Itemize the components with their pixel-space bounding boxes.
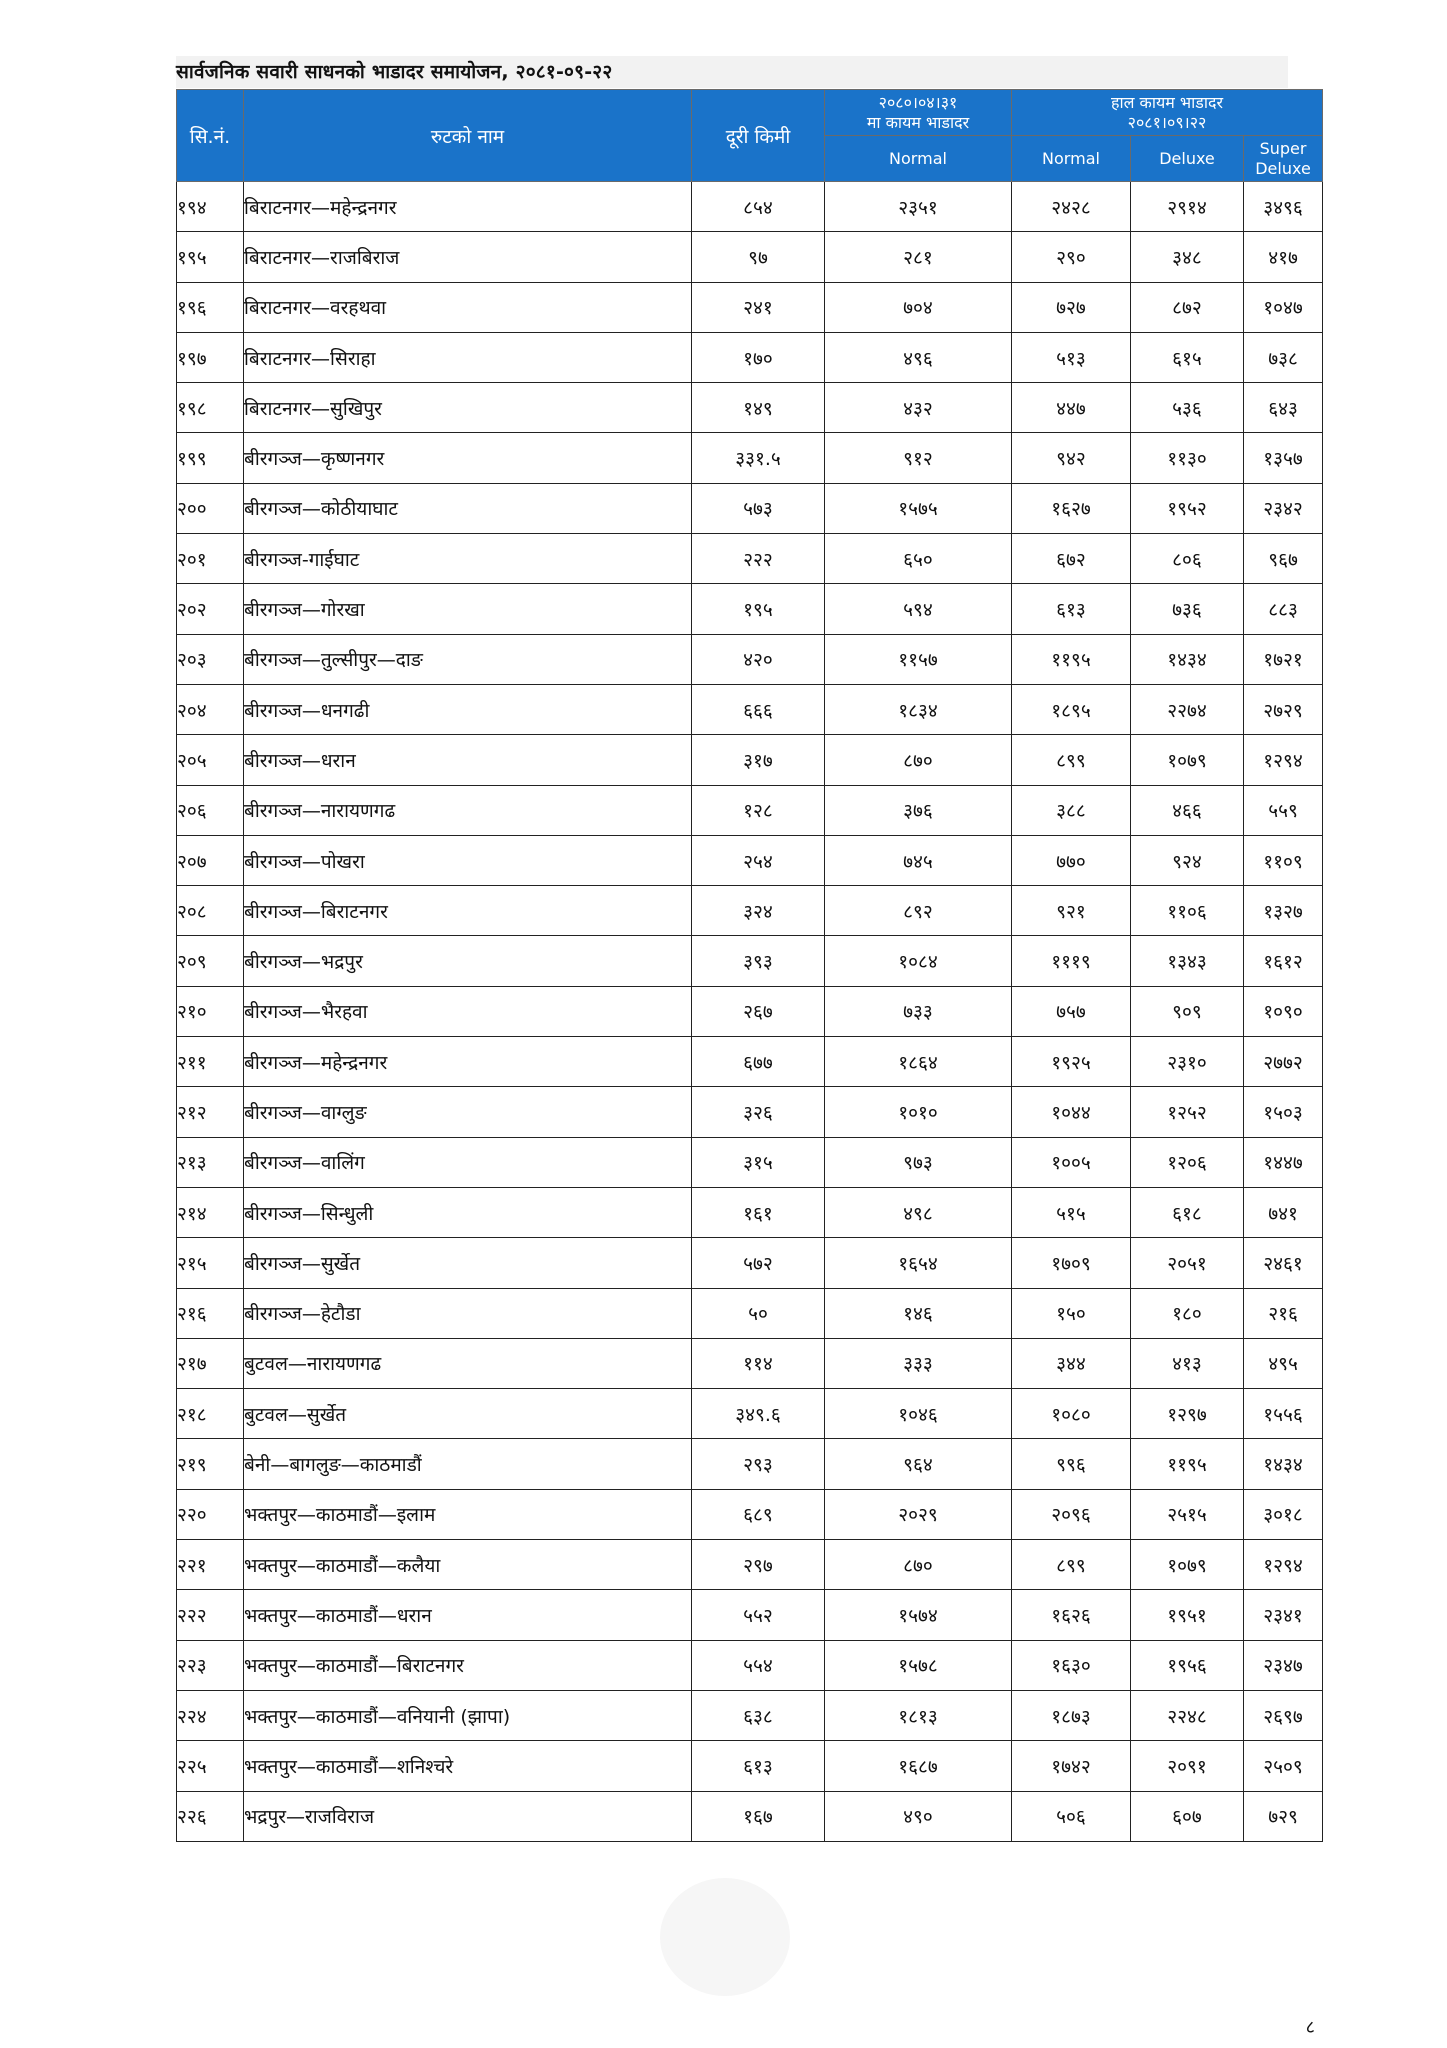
header-new-normal: Normal [1012,136,1131,182]
cell-deluxe: ९०९ [1131,986,1244,1036]
cell-sn: २२६ [177,1791,244,1841]
cell-super-deluxe: ६४३ [1244,383,1323,433]
cell-new-normal: १६३० [1012,1640,1131,1690]
cell-sn: १९७ [177,332,244,382]
cell-sn: २११ [177,1037,244,1087]
cell-distance: ८५४ [692,182,825,232]
cell-route: बीरगञ्ज—बिराटनगर [244,886,692,936]
cell-deluxe: ८७२ [1131,282,1244,332]
cell-old-normal: १६५४ [825,1238,1012,1288]
cell-super-deluxe: २३४२ [1244,483,1323,533]
table-row [177,1087,1323,1137]
cell-route: भक्तपुर—काठमाडौं—बिराटनगर [244,1640,692,1690]
cell-sn: २०१ [177,534,244,584]
table-row [177,584,1323,634]
cell-new-normal: ६७२ [1012,534,1131,584]
cell-old-normal: ६५० [825,534,1012,584]
cell-super-deluxe: २५०९ [1244,1741,1323,1791]
official-seal [660,1878,790,1996]
cell-sn: २०८ [177,886,244,936]
cell-super-deluxe: ११०९ [1244,835,1323,885]
table-row [177,383,1323,433]
cell-super-deluxe: १२९४ [1244,1540,1323,1590]
cell-new-normal: १०४४ [1012,1087,1131,1137]
fare-table [176,89,1323,1842]
cell-route: बिराटनगर—सुखिपुर [244,383,692,433]
cell-new-normal: १७४२ [1012,1741,1131,1791]
header-sn: सि.नं. [177,90,244,182]
cell-distance: १७० [692,332,825,382]
cell-route: बिराटनगर—राजबिराज [244,232,692,282]
cell-new-normal: ९४२ [1012,433,1131,483]
table-row [177,1338,1323,1388]
cell-deluxe: १२०६ [1131,1137,1244,1187]
table-row [177,1037,1323,1087]
cell-deluxe: ६१५ [1131,332,1244,382]
cell-deluxe: १२९७ [1131,1389,1244,1439]
cell-deluxe: ५३६ [1131,383,1244,433]
cell-super-deluxe: ७२९ [1244,1791,1323,1841]
cell-route: बीरगञ्ज-गाईघाट [244,534,692,584]
cell-new-normal: १७०९ [1012,1238,1131,1288]
header-super-deluxe [1244,136,1323,182]
cell-distance: ५७२ [692,1238,825,1288]
cell-new-normal: ५०६ [1012,1791,1131,1841]
cell-super-deluxe: ३४९६ [1244,182,1323,232]
cell-new-normal: ४४७ [1012,383,1131,433]
cell-old-normal: ८७० [825,1540,1012,1590]
cell-super-deluxe: १०४७ [1244,282,1323,332]
cell-super-deluxe: ५५९ [1244,785,1323,835]
cell-sn: २१४ [177,1187,244,1237]
cell-route: बीरगञ्ज—धरान [244,735,692,785]
page-number: ८ [1305,2017,1315,2038]
cell-distance: २९७ [692,1540,825,1590]
cell-sn: २०५ [177,735,244,785]
cell-super-deluxe: २७२९ [1244,684,1323,734]
table-row [177,1238,1323,1288]
cell-new-normal: ९२१ [1012,886,1131,936]
header-super-deluxe-line2: Deluxe [1255,158,1311,178]
cell-route: बिराटनगर—वरहथवा [244,282,692,332]
table-row [177,1540,1323,1590]
cell-old-normal: ४३२ [825,383,1012,433]
cell-distance: ३१७ [692,735,825,785]
cell-new-normal: ११९५ [1012,634,1131,684]
header-old-fare-line1: २०८०।०४।३१ [878,92,958,112]
cell-route: बीरगञ्ज—हेटौडा [244,1288,692,1338]
cell-sn: २१० [177,986,244,1036]
table-row [177,986,1323,1036]
table-row [177,785,1323,835]
cell-old-normal: ७३३ [825,986,1012,1036]
cell-route: बीरगञ्ज—तुल्सीपुर—दाङ [244,634,692,684]
cell-super-deluxe: १०९० [1244,986,1323,1036]
cell-old-normal: ७०४ [825,282,1012,332]
cell-sn: २२३ [177,1640,244,1690]
cell-route: बीरगञ्ज—वालिंग [244,1137,692,1187]
table-row [177,1439,1323,1489]
table-row [177,1640,1323,1690]
cell-old-normal: १५७४ [825,1590,1012,1640]
cell-distance: ५७३ [692,483,825,533]
cell-sn: २०२ [177,584,244,634]
cell-deluxe: १८० [1131,1288,1244,1338]
cell-new-normal: १८९५ [1012,684,1131,734]
cell-new-normal: १६२६ [1012,1590,1131,1640]
cell-route: बिराटनगर—महेन्द्रनगर [244,182,692,232]
cell-deluxe: १२५२ [1131,1087,1244,1137]
cell-deluxe: १४३४ [1131,634,1244,684]
cell-old-normal: १८६४ [825,1037,1012,1087]
cell-deluxe: ८०६ [1131,534,1244,584]
cell-distance: ६६६ [692,684,825,734]
cell-sn: २१७ [177,1338,244,1388]
table-row [177,735,1323,785]
cell-distance: ३१५ [692,1137,825,1187]
cell-old-normal: १८३४ [825,684,1012,734]
cell-super-deluxe: १३५७ [1244,433,1323,483]
cell-deluxe: २०५१ [1131,1238,1244,1288]
cell-new-normal: १८७३ [1012,1690,1131,1740]
cell-distance: ४२० [692,634,825,684]
cell-new-normal: ८९९ [1012,735,1131,785]
cell-distance: १२८ [692,785,825,835]
cell-old-normal: १८१३ [825,1690,1012,1740]
cell-new-normal: २४२८ [1012,182,1131,232]
cell-super-deluxe: १३२७ [1244,886,1323,936]
cell-old-normal: ४९६ [825,332,1012,382]
cell-deluxe: २९१४ [1131,182,1244,232]
cell-distance: ५५२ [692,1590,825,1640]
cell-sn: १९५ [177,232,244,282]
cell-new-normal: ५१३ [1012,332,1131,382]
cell-deluxe: ११३० [1131,433,1244,483]
table-row [177,1137,1323,1187]
table-row [177,886,1323,936]
header-new-fare-line1: हाल कायम भाडादर [1110,92,1224,112]
cell-route: बीरगञ्ज—सिन्धुली [244,1187,692,1237]
cell-route: बीरगञ्ज—भैरहवा [244,986,692,1036]
cell-distance: २४१ [692,282,825,332]
cell-distance: ६८९ [692,1489,825,1539]
cell-old-normal: ९१२ [825,433,1012,483]
table-row [177,332,1323,382]
cell-deluxe: १९५१ [1131,1590,1244,1640]
cell-super-deluxe: २३४१ [1244,1590,1323,1640]
table-row [177,684,1323,734]
cell-route: भद्रपुर—राजविराज [244,1791,692,1841]
cell-deluxe: ४१३ [1131,1338,1244,1388]
cell-distance: ९७ [692,232,825,282]
cell-new-normal: १०८० [1012,1389,1131,1439]
cell-super-deluxe: ८८३ [1244,584,1323,634]
cell-route: बीरगञ्ज—गोरखा [244,584,692,634]
cell-sn: १९८ [177,383,244,433]
table-row [177,534,1323,584]
header-new-fare [1012,90,1323,136]
cell-distance: २६७ [692,986,825,1036]
cell-super-deluxe: २७७२ [1244,1037,1323,1087]
cell-new-normal: १५० [1012,1288,1131,1338]
cell-sn: २१९ [177,1439,244,1489]
cell-super-deluxe: ७४१ [1244,1187,1323,1237]
cell-new-normal: ३४४ [1012,1338,1131,1388]
cell-distance: ६३८ [692,1690,825,1740]
cell-super-deluxe: ४९५ [1244,1338,1323,1388]
cell-super-deluxe: २४६१ [1244,1238,1323,1288]
cell-super-deluxe: १५०३ [1244,1087,1323,1137]
header-old-fare-line2: मा कायम भाडादर [866,112,970,132]
cell-route: बीरगञ्ज—नारायणगढ [244,785,692,835]
cell-new-normal: ७२७ [1012,282,1131,332]
table-row [177,182,1323,232]
cell-sn: २१३ [177,1137,244,1187]
cell-route: भक्तपुर—काठमाडौं—इलाम [244,1489,692,1539]
cell-deluxe: ३४८ [1131,232,1244,282]
cell-sn: २२४ [177,1690,244,1740]
cell-distance: २२२ [692,534,825,584]
cell-old-normal: १६८७ [825,1741,1012,1791]
cell-distance: ५० [692,1288,825,1338]
cell-super-deluxe: २१६ [1244,1288,1323,1338]
cell-distance: ५५४ [692,1640,825,1690]
cell-super-deluxe: ७३८ [1244,332,1323,382]
cell-new-normal: ६१३ [1012,584,1131,634]
cell-old-normal: ४९८ [825,1187,1012,1237]
cell-distance: २९३ [692,1439,825,1489]
cell-route: बीरगञ्ज—धनगढी [244,684,692,734]
cell-sn: २२० [177,1489,244,1539]
cell-old-normal: १५७५ [825,483,1012,533]
cell-deluxe: १९५६ [1131,1640,1244,1690]
cell-old-normal: ११५७ [825,634,1012,684]
cell-deluxe: ११९५ [1131,1439,1244,1489]
cell-deluxe: २२४८ [1131,1690,1244,1740]
cell-sn: २१२ [177,1087,244,1137]
cell-deluxe: ९२४ [1131,835,1244,885]
cell-route: बीरगञ्ज—पोखरा [244,835,692,885]
cell-distance: ६१३ [692,1741,825,1791]
cell-new-normal: २९० [1012,232,1131,282]
cell-new-normal: ७७० [1012,835,1131,885]
cell-old-normal: ३३३ [825,1338,1012,1388]
cell-distance: २५४ [692,835,825,885]
cell-route: बेनी—बागलुङ—काठमाडौं [244,1439,692,1489]
cell-sn: २०० [177,483,244,533]
cell-sn: २०९ [177,936,244,986]
cell-super-deluxe: १४४७ [1244,1137,1323,1187]
cell-sn: २१६ [177,1288,244,1338]
cell-route: बुटवल—नारायणगढ [244,1338,692,1388]
cell-route: भक्तपुर—काठमाडौं—वनियानी (झापा) [244,1690,692,1740]
cell-deluxe: ६१८ [1131,1187,1244,1237]
cell-sn: २२५ [177,1741,244,1791]
table-row [177,1690,1323,1740]
cell-route: बीरगञ्ज—वाग्लुङ [244,1087,692,1137]
cell-deluxe: १३४३ [1131,936,1244,986]
cell-distance: १६७ [692,1791,825,1841]
header-new-fare-line2: २०८१।०९।२२ [1127,112,1207,132]
table-row [177,1791,1323,1841]
cell-old-normal: १४६ [825,1288,1012,1338]
cell-super-deluxe: १५५६ [1244,1389,1323,1439]
cell-old-normal: ९६४ [825,1439,1012,1489]
cell-deluxe: ११०६ [1131,886,1244,936]
cell-route: बुटवल—सुर्खेत [244,1389,692,1439]
cell-deluxe: ४६६ [1131,785,1244,835]
cell-super-deluxe: १४३४ [1244,1439,1323,1489]
header-deluxe: Deluxe [1131,136,1244,182]
cell-new-normal: १९२५ [1012,1037,1131,1087]
cell-old-normal: ८९२ [825,886,1012,936]
cell-deluxe: २५१५ [1131,1489,1244,1539]
cell-new-normal: ७५७ [1012,986,1131,1036]
cell-route: भक्तपुर—काठमाडौं—शनिश्चरे [244,1741,692,1791]
cell-distance: ३२६ [692,1087,825,1137]
cell-distance: ३२४ [692,886,825,936]
cell-route: भक्तपुर—काठमाडौं—धरान [244,1590,692,1640]
cell-deluxe: २०९१ [1131,1741,1244,1791]
cell-deluxe: २३१० [1131,1037,1244,1087]
cell-deluxe: ७३६ [1131,584,1244,634]
cell-deluxe: १०७९ [1131,1540,1244,1590]
page-title: सार्वजनिक सवारी साधनको भाडादर समायोजन, २०८१-०९-२२ [176,61,613,83]
table-row [177,483,1323,533]
cell-distance: १४९ [692,383,825,433]
table-row [177,1288,1323,1338]
cell-distance: १६१ [692,1187,825,1237]
cell-new-normal: ३८८ [1012,785,1131,835]
table-row [177,634,1323,684]
cell-old-normal: २०२९ [825,1489,1012,1539]
table-row [177,1590,1323,1640]
cell-new-normal: ९९६ [1012,1439,1131,1489]
table-row [177,433,1323,483]
table-row [177,232,1323,282]
table-row [177,1187,1323,1237]
cell-route: बिराटनगर—सिराहा [244,332,692,382]
table-row [177,936,1323,986]
cell-new-normal: १११९ [1012,936,1131,986]
table-row [177,835,1323,885]
cell-super-deluxe: २६९७ [1244,1690,1323,1740]
cell-super-deluxe: ४१७ [1244,232,1323,282]
header-old-normal: Normal [825,136,1012,182]
cell-deluxe: ६०७ [1131,1791,1244,1841]
table-row [177,1741,1323,1791]
cell-sn: १९४ [177,182,244,232]
cell-sn: १९६ [177,282,244,332]
cell-deluxe: २२७४ [1131,684,1244,734]
cell-sn: २१८ [177,1389,244,1439]
cell-old-normal: १०४६ [825,1389,1012,1439]
cell-sn: २०६ [177,785,244,835]
cell-old-normal: ४९० [825,1791,1012,1841]
cell-route: बीरगञ्ज—सुर्खेत [244,1238,692,1288]
cell-sn: १९९ [177,433,244,483]
header-route: रुटको नाम [244,90,692,182]
cell-old-normal: १०८४ [825,936,1012,986]
cell-old-normal: २८१ [825,232,1012,282]
cell-route: बीरगञ्ज—भद्रपुर [244,936,692,986]
cell-old-normal: ९७३ [825,1137,1012,1187]
cell-new-normal: ५१५ [1012,1187,1131,1237]
cell-deluxe: १०७९ [1131,735,1244,785]
cell-route: बीरगञ्ज—कोठीयाघाट [244,483,692,533]
cell-distance: ११४ [692,1338,825,1388]
cell-distance: १९५ [692,584,825,634]
cell-super-deluxe: ९६७ [1244,534,1323,584]
cell-super-deluxe: १७२१ [1244,634,1323,684]
cell-distance: ३३१.५ [692,433,825,483]
cell-old-normal: २३५१ [825,182,1012,232]
cell-distance: ३९३ [692,936,825,986]
cell-old-normal: ३७६ [825,785,1012,835]
cell-new-normal: ८९९ [1012,1540,1131,1590]
table-row [177,1489,1323,1539]
cell-route: भक्तपुर—काठमाडौं—कलैया [244,1540,692,1590]
cell-old-normal: ५९४ [825,584,1012,634]
cell-deluxe: १९५२ [1131,483,1244,533]
cell-distance: ३४९.६ [692,1389,825,1439]
cell-sn: २२२ [177,1590,244,1640]
cell-distance: ६७७ [692,1037,825,1087]
cell-sn: २०७ [177,835,244,885]
header-distance: दूरी किमी [692,90,825,182]
cell-super-deluxe: २३४७ [1244,1640,1323,1690]
cell-new-normal: १६२७ [1012,483,1131,533]
cell-sn: २१५ [177,1238,244,1288]
cell-sn: २०३ [177,634,244,684]
cell-route: बीरगञ्ज—महेन्द्रनगर [244,1037,692,1087]
cell-new-normal: २०९६ [1012,1489,1131,1539]
header-old-fare [825,90,1012,136]
cell-route: बीरगञ्ज—कृष्णनगर [244,433,692,483]
cell-sn: २२१ [177,1540,244,1590]
cell-super-deluxe: १२९४ [1244,735,1323,785]
cell-new-normal: १००५ [1012,1137,1131,1187]
cell-sn: २०४ [177,684,244,734]
cell-old-normal: १०१० [825,1087,1012,1137]
table-row [177,1389,1323,1439]
cell-super-deluxe: ३०१८ [1244,1489,1323,1539]
header-super-deluxe-line1: Super [1259,138,1307,158]
cell-old-normal: ७४५ [825,835,1012,885]
table-row [177,282,1323,332]
cell-old-normal: ८७० [825,735,1012,785]
cell-super-deluxe: १६१२ [1244,936,1323,986]
cell-old-normal: १५७८ [825,1640,1012,1690]
